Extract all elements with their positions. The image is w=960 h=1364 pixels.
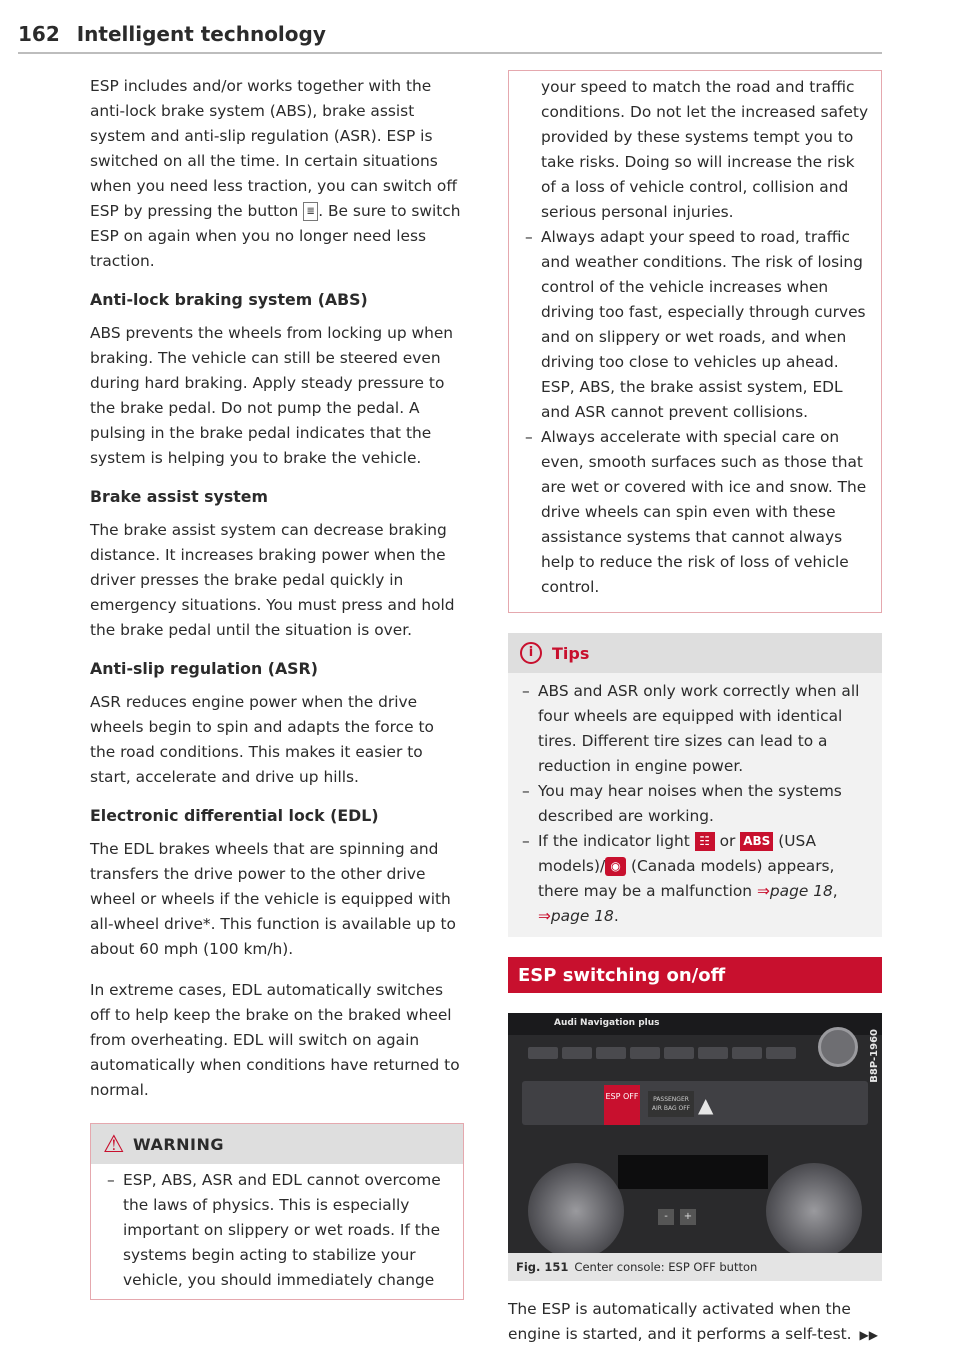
page-reference[interactable]: page 18	[550, 907, 614, 925]
tip-item: – ABS and ASR only work correctly when all four wheels are equipped with identical tires. Different tire sizes can lead to a reduction in engine power.	[516, 679, 874, 779]
intro-paragraph: ESP includes and/or works together with the anti-lock brake system (ABS), brake assist system and anti-slip regulation (ASR). ESP is switched on all the time. In certain situations when you need less traction, you can switch off ESP by pressing the button ≣ . Be sure to switch ESP on again when you no longer need less traction.	[90, 77, 461, 270]
radio-buttons	[528, 1047, 796, 1059]
edl-heading: Electronic differential lock (EDL)	[90, 806, 379, 825]
warning-cont-text: your speed to match the road and traffic conditions. Do not let the increased safety provided by these systems tempt you to take risks. Doing so will increase the risk of a loss of vehicle control, collision and serious personal injuries.	[541, 78, 869, 221]
edl-paragraph-2: In extreme cases, EDL automatically switches off to help keep the brake on the braked wheel from overheating. EDL will switch on again automatically when conditions have returned to normal.	[90, 981, 460, 1099]
continue-icon: ▶▶	[859, 1328, 878, 1342]
hazard-icon: ▲	[698, 1093, 714, 1117]
climate-display	[618, 1155, 768, 1189]
left-column	[90, 74, 464, 1300]
volume-knob	[818, 1027, 858, 1067]
warning-header	[91, 1124, 463, 1164]
fan-controls: - +	[658, 1209, 696, 1225]
abs-paragraph: ABS prevents the wheels from locking up when braking. The vehicle can still be steered even during hard braking. Apply steady pressure to the brake pedal. Do not pump the pedal. A pulsing in the brake pedal indicates that the system is helping you to brake the vehicle.	[90, 324, 454, 467]
bas-paragraph: The brake assist system can decrease braking distance. It increases braking power when the driver presses the brake pedal quickly in emergency situations. You must press and hold the brake pedal until the situation is over.	[90, 521, 455, 639]
figure-caption: Fig. 151 Center console: ESP OFF button	[508, 1253, 882, 1281]
esp-off-button: ESP OFF	[604, 1085, 640, 1125]
page-number: 162	[18, 22, 60, 46]
arrow-icon: ⇒	[538, 907, 551, 925]
center-console-figure	[508, 1013, 882, 1253]
page-header	[18, 22, 326, 46]
warning-item: – Always accelerate with special care on even, smooth surfaces such as those that are wet or covered with ice and snow. The drive wheels can spin even with these assistance systems that cannot always help to reduce the risk of loss of vehicle control.	[519, 425, 871, 600]
tips-header	[508, 633, 882, 673]
airbag-indicator: PASSENGER AIR BAG OFF	[648, 1091, 694, 1117]
warning-title: WARNING	[133, 1134, 225, 1154]
abs-warning-icon: ABS	[740, 832, 773, 851]
section-title: Intelligent technology	[76, 22, 326, 46]
switch-panel	[522, 1081, 868, 1125]
info-icon: i	[520, 642, 542, 664]
tips-title: Tips	[552, 643, 590, 663]
asr-heading: Anti-slip regulation (ASR)	[90, 659, 318, 678]
tips-body	[508, 673, 882, 937]
page-reference[interactable]: page 18	[769, 882, 833, 900]
nav-label: Audi Navigation plus	[554, 1018, 660, 1028]
warning-item: – ESP, ABS, ASR and EDL cannot overcome the laws of physics. This is especially important on slippery or wet roads. If the systems begin acting to stabilize your vehicle, you should immediately change	[101, 1168, 453, 1293]
asr-paragraph: ASR reduces engine power when the drive wheels begin to spin and adapts the force to the road conditions. This makes it easier to start, accelerate and drive up hills.	[90, 693, 434, 786]
abs-heading: Anti-lock braking system (ABS)	[90, 290, 368, 309]
right-climate-dial	[766, 1163, 862, 1253]
tip-item: – If the indicator light ☷ or ABS (USA models)/ ◉ (Canada models) appears, there may be a malfunction ⇒page 18, ⇒page 18.	[516, 829, 874, 929]
tip-item: – You may hear noises when the systems described are working.	[516, 779, 874, 829]
abs-canada-icon: ◉	[605, 857, 626, 876]
header-rule	[18, 52, 882, 54]
warning-box	[90, 1123, 464, 1300]
edl-paragraph-1: The EDL brakes wheels that are spinning and transfers the drive power to the other drive wheel or wheels if the vehicle is equipped with all-wheel drive*. This function is available up to about 60 mph (100 km/h).	[90, 840, 456, 958]
right-column	[508, 74, 882, 1364]
closing-paragraph: The ESP is automatically activated when the engine is started, and it performs a self-test. ▶▶	[508, 1300, 878, 1343]
warning-item: – Always adapt your speed to road, traffic and weather conditions. The risk of losing control of the vehicle increases when driving too fast, especially through curves and on slippery or wet roads, and when driving too close to vehicles up ahead. ESP, ABS, the brake assist system, EDL and ASR cannot prevent collisions.	[519, 225, 871, 425]
warning-triangle-icon: ⚠	[103, 1130, 126, 1158]
warning-continuation	[508, 70, 882, 613]
esp-warning-icon: ☷	[695, 832, 715, 851]
esp-button-icon: ≣	[303, 202, 318, 221]
left-climate-dial	[528, 1163, 624, 1253]
section-heading: ESP switching on/off	[508, 957, 882, 993]
figure-code: B8P-1960	[869, 1029, 880, 1083]
bas-heading: Brake assist system	[90, 487, 268, 506]
arrow-icon: ⇒	[756, 882, 770, 900]
